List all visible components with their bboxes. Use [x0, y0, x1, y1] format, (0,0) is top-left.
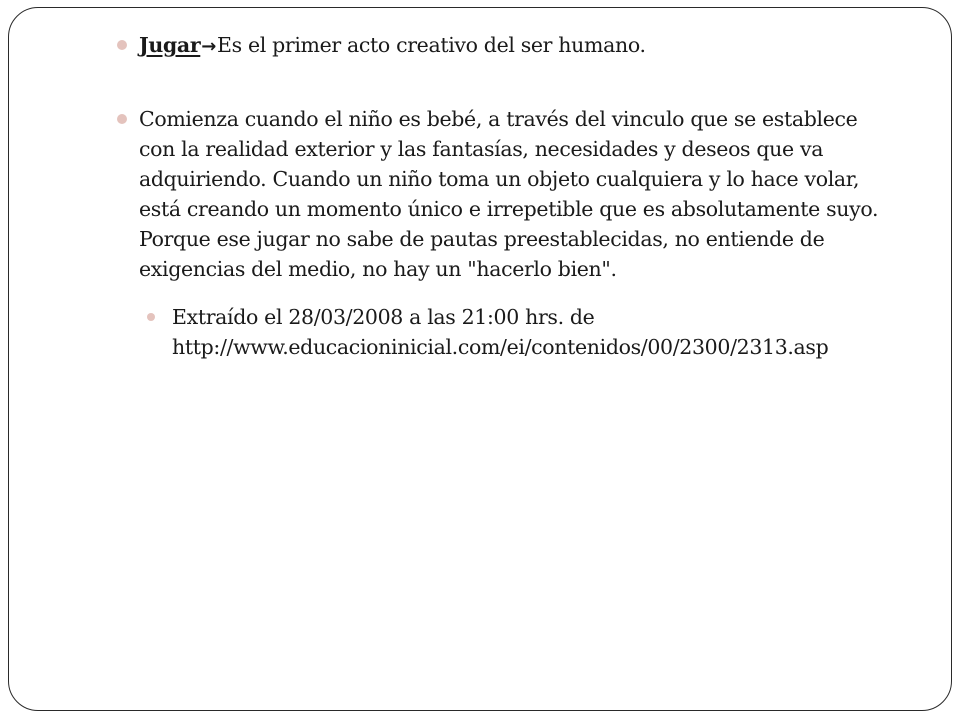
- description-paragraph: Comienza cuando el niño es bebé, a través del vinculo que se establece con la realidad exterior y las fantasías, necesidades y deseos que va adquiriendo. Cuando un niño toma un objeto cualquiera y lo hace volar, está creando un momento único e irrepetible que es absolutamente suyo. Porque ese jugar no sabe de pautas preestablecidas, no entiende de exigencias del medio, no hay un "hacerlo bien".: [139, 107, 879, 281]
- slide-frame: [8, 7, 952, 711]
- bullet-item-description: [117, 104, 899, 284]
- source-citation: Extraído el 28/03/2008 a las 21:00 hrs. de http://www.educacioninicial.com/ei/contenidos/00/2300/2313.asp: [172, 305, 829, 359]
- definition-text: Es el primer acto creativo del ser humano.: [217, 33, 646, 57]
- term-jugar: Jugar: [139, 33, 201, 57]
- right-arrow-icon: →: [201, 36, 217, 57]
- bullet-dot-icon: [117, 40, 127, 50]
- bullet-dot-icon: [147, 313, 155, 321]
- bullet-text: [139, 30, 899, 62]
- bullet-item-jugar: [117, 30, 899, 62]
- slide-content: [9, 8, 953, 712]
- bullet-item-source: [147, 302, 902, 362]
- bullet-dot-icon: [117, 114, 127, 124]
